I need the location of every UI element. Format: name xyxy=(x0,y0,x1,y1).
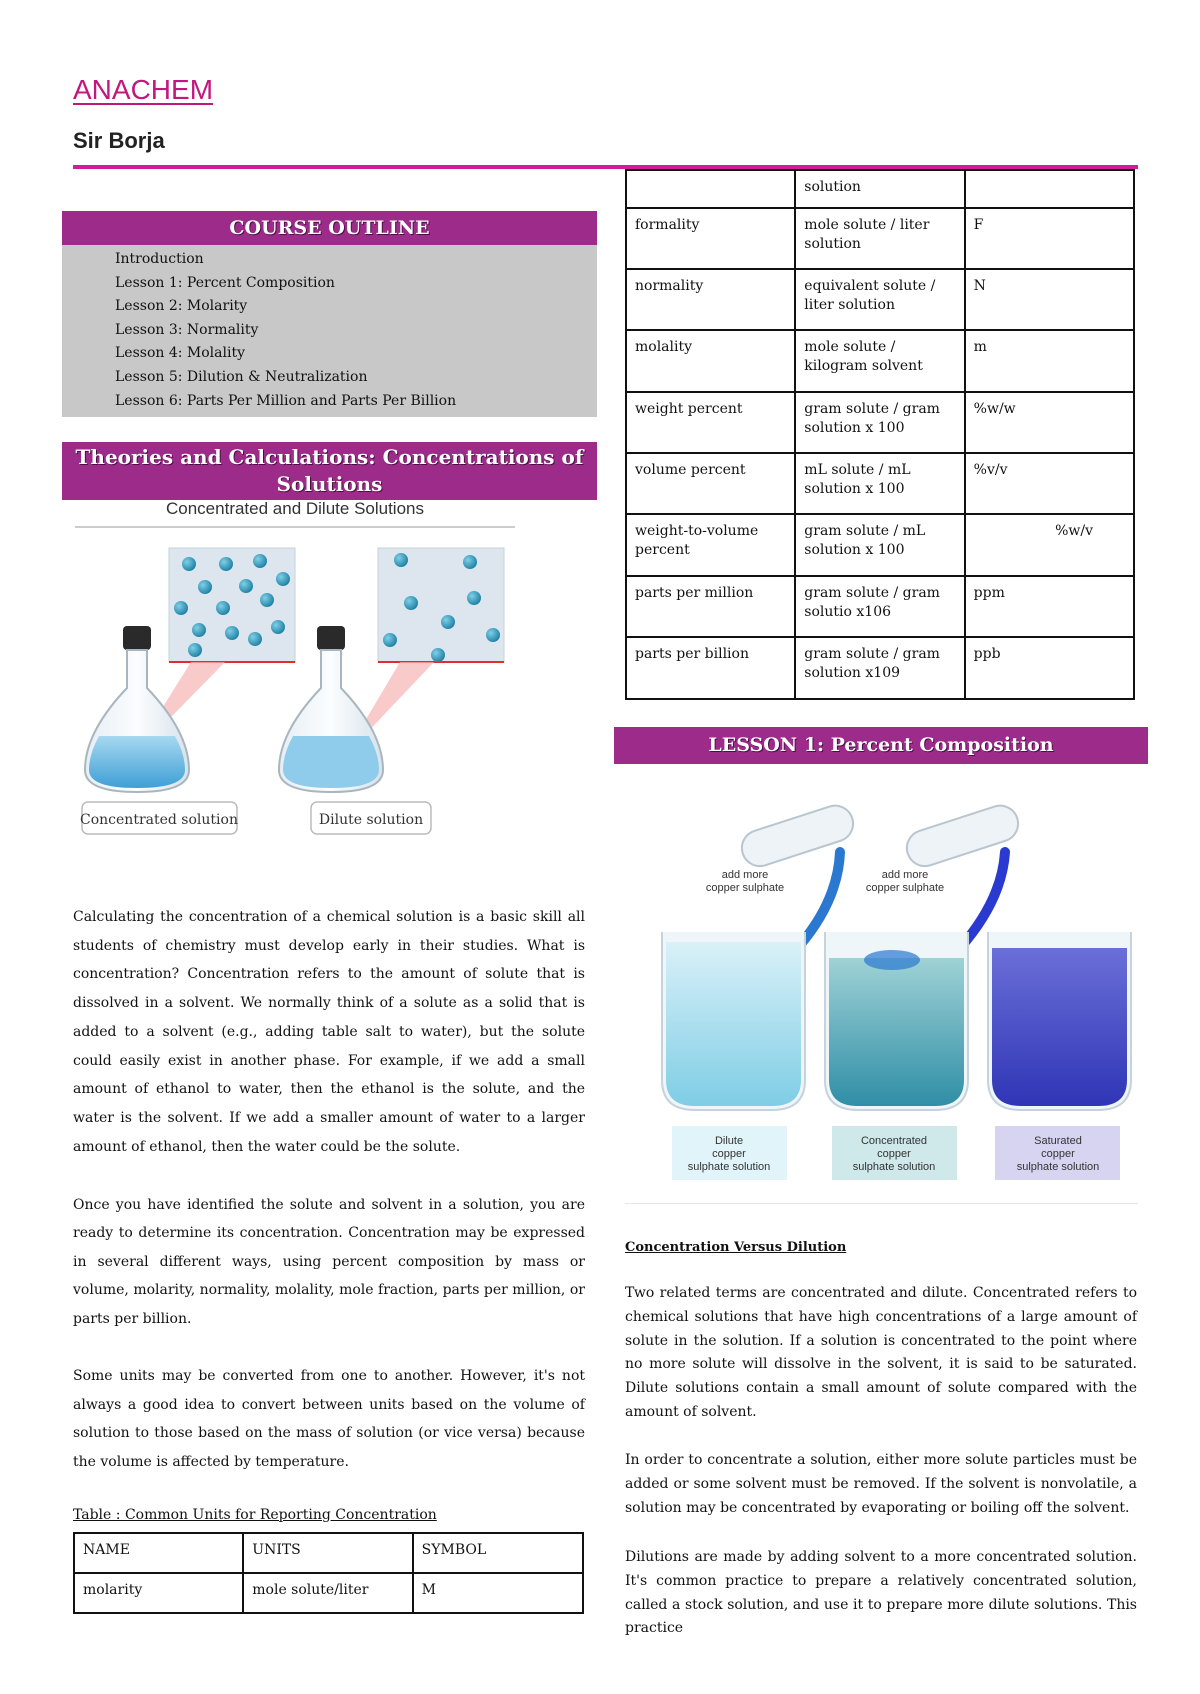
copper-sulphate-figure xyxy=(660,800,1150,1180)
table-cell: parts per million xyxy=(626,576,795,637)
table-cell: m xyxy=(965,330,1134,392)
beaker-label: Concentrated xyxy=(860,1135,928,1147)
table-cell: %w/w xyxy=(965,392,1134,453)
table-cell: normality xyxy=(626,269,795,330)
concentrated-beaker xyxy=(825,932,968,1110)
intro-paragraph-3: Some units may be converted from one to another. However, it's not always a good idea to convert between units based on the volume of solution to those based on the mass of solution (or vice versa) because the volume is affected by temperature. xyxy=(73,1368,585,1471)
table-row xyxy=(74,1573,583,1613)
concentrated-dilute-figure xyxy=(75,500,515,860)
table-cell xyxy=(965,170,1134,208)
outline-item: Introduction xyxy=(115,251,204,267)
table-cell: mL solute / mL solution x 100 xyxy=(795,453,964,514)
outline-item: Lesson 2: Molarity xyxy=(115,298,248,315)
table-row xyxy=(626,514,1134,576)
table-header-cell: NAME xyxy=(74,1533,243,1573)
cvd-paragraph-3: Dilutions are made by adding solvent to a more concentrated solution. It's common practice to prepare a relatively concentrated solution, called a stock solution, and use it to prepare more dilute solutions. This practice xyxy=(625,1549,1137,1637)
table-cell: mole solute / kilogram solvent xyxy=(795,330,964,392)
table-header-cell: UNITS xyxy=(243,1533,412,1573)
intro-paragraph-1: Calculating the concentration of a chemical solution is a basic skill all students of chemistry must develop early in their studies. What is concentration? Concentration refers to the amount of solute that is dissolved in a solvent. We normally think of a solute as a solid that is added to a solvent (e.g., adding table salt to water), but the solute could easily exist in another phase. For example, if we add a small amount of ethanol to water, then the ethanol is the solute, and the water is the solvent. If we add a smaller amount of water to a larger amount of ethanol, then the water could be the solute. xyxy=(73,909,585,1155)
table-cell: gram solute / gram solution x109 xyxy=(795,637,964,699)
table-cell xyxy=(626,170,795,208)
beaker-label: copper xyxy=(712,1148,746,1160)
outline-item: Lesson 4: Molality xyxy=(115,345,245,362)
concentration-units-table-continued xyxy=(625,169,1135,700)
beaker-label: copper xyxy=(1041,1148,1075,1160)
figure-title: Concentrated and Dilute Solutions xyxy=(166,500,424,518)
document-title: ANACHEM xyxy=(73,74,214,105)
table-cell: solution xyxy=(795,170,964,208)
table-cell: %w/v xyxy=(965,514,1134,576)
concentration-units-table xyxy=(73,1532,584,1614)
table-cell: molality xyxy=(626,330,795,392)
table-header-row xyxy=(74,1533,583,1573)
pour-label: copper sulphate xyxy=(705,882,785,894)
table-header-cell: SYMBOL xyxy=(413,1533,583,1573)
beaker-label: copper xyxy=(877,1148,911,1160)
outline-item: Lesson 1: Percent Composition xyxy=(115,274,335,291)
table-row xyxy=(626,208,1134,269)
course-outline-list xyxy=(115,248,456,413)
table-cell: ppm xyxy=(965,576,1134,637)
beaker-label: sulphate solution xyxy=(852,1161,936,1173)
table-cell: equivalent solute / liter solution xyxy=(795,269,964,330)
table-cell: gram solute / gram solution x 100 xyxy=(795,392,964,453)
table-cell: M xyxy=(413,1573,583,1613)
table-cell: volume percent xyxy=(626,453,795,514)
theories-heading xyxy=(62,442,597,500)
beaker-label: Dilute xyxy=(714,1135,744,1147)
table-cell: gram solute / mL solution x 100 xyxy=(795,514,964,576)
pour-label: add more xyxy=(881,869,929,881)
table-row xyxy=(626,392,1134,453)
dilute-beaker xyxy=(662,932,805,1110)
theories-heading-line1: Theories and Calculations: Concentrations of xyxy=(75,445,584,469)
outline-item: Lesson 5: Dilution & Neutralization xyxy=(115,368,368,385)
table-cell: formality xyxy=(626,208,795,269)
dilute-label: Dilute solution xyxy=(318,812,424,828)
table-row xyxy=(626,269,1134,330)
table-row xyxy=(626,576,1134,637)
table-cell: weight-to-volume percent xyxy=(626,514,795,576)
document-subtitle: Sir Borja xyxy=(73,128,165,153)
outline-item: Lesson 6: Parts Per Million and Parts Per Billion xyxy=(115,392,457,409)
pour-label: add more xyxy=(721,869,769,881)
table-row xyxy=(626,453,1134,514)
table-cell: gram solute / gram solutio x106 xyxy=(795,576,964,637)
beaker-label: sulphate solution xyxy=(687,1161,771,1173)
beaker-label: sulphate solution xyxy=(1016,1161,1100,1173)
section-divider xyxy=(625,1203,1138,1204)
table-cell: %v/v xyxy=(965,453,1134,514)
intro-paragraph-2: Once you have identified the solute and solvent in a solution, you are ready to determine its concentration. Concentration may be expressed in several different ways, using percent composition by mass or volume, molarity, normality, molality, mole fraction, parts per million, or parts per billion. xyxy=(73,1197,585,1327)
table-cell: parts per billion xyxy=(626,637,795,699)
table-cell: molarity xyxy=(74,1573,243,1613)
table-cell: F xyxy=(965,208,1134,269)
beaker-label: Saturated xyxy=(1034,1135,1082,1147)
cvd-paragraph-2: In order to concentrate a solution, either more solute particles must be added or some solvent must be removed. If the solvent is nonvolatile, a solution may be concentrated by evaporating or boiling off the solvent. xyxy=(625,1452,1137,1516)
table-cell: ppb xyxy=(965,637,1134,699)
table-row xyxy=(626,330,1134,392)
pour-label: copper sulphate xyxy=(865,882,945,894)
course-outline-heading: COURSE OUTLINE xyxy=(62,211,597,245)
cvd-paragraph-1: Two related terms are concentrated and dilute. Concentrated refers to chemical solutions that have high concentrations of a large amount of solute in the solution. If a solution is concentrated to the point where no more solute will dissolve in the solvent, it is said to be saturated. Dilute solutions contain a small amount of solute compared with the amount of solvent. xyxy=(625,1285,1137,1420)
concentration-vs-dilution-title: Concentration Versus Dilution xyxy=(625,1240,847,1255)
theories-heading-line2: Solutions xyxy=(276,472,383,496)
lesson1-heading: LESSON 1: Percent Composition xyxy=(614,727,1148,764)
outline-item: Lesson 3: Normality xyxy=(115,321,259,338)
table-caption: Table : Common Units for Reporting Concentration xyxy=(73,1507,437,1523)
table-cell: N xyxy=(965,269,1134,330)
concentrated-label: Concentrated solution xyxy=(80,812,238,828)
table-row xyxy=(626,170,1134,208)
saturated-beaker xyxy=(988,932,1131,1110)
table-row xyxy=(626,637,1134,699)
table-cell: mole solute / liter solution xyxy=(795,208,964,269)
table-cell: weight percent xyxy=(626,392,795,453)
table-cell: mole solute/liter xyxy=(243,1573,412,1613)
